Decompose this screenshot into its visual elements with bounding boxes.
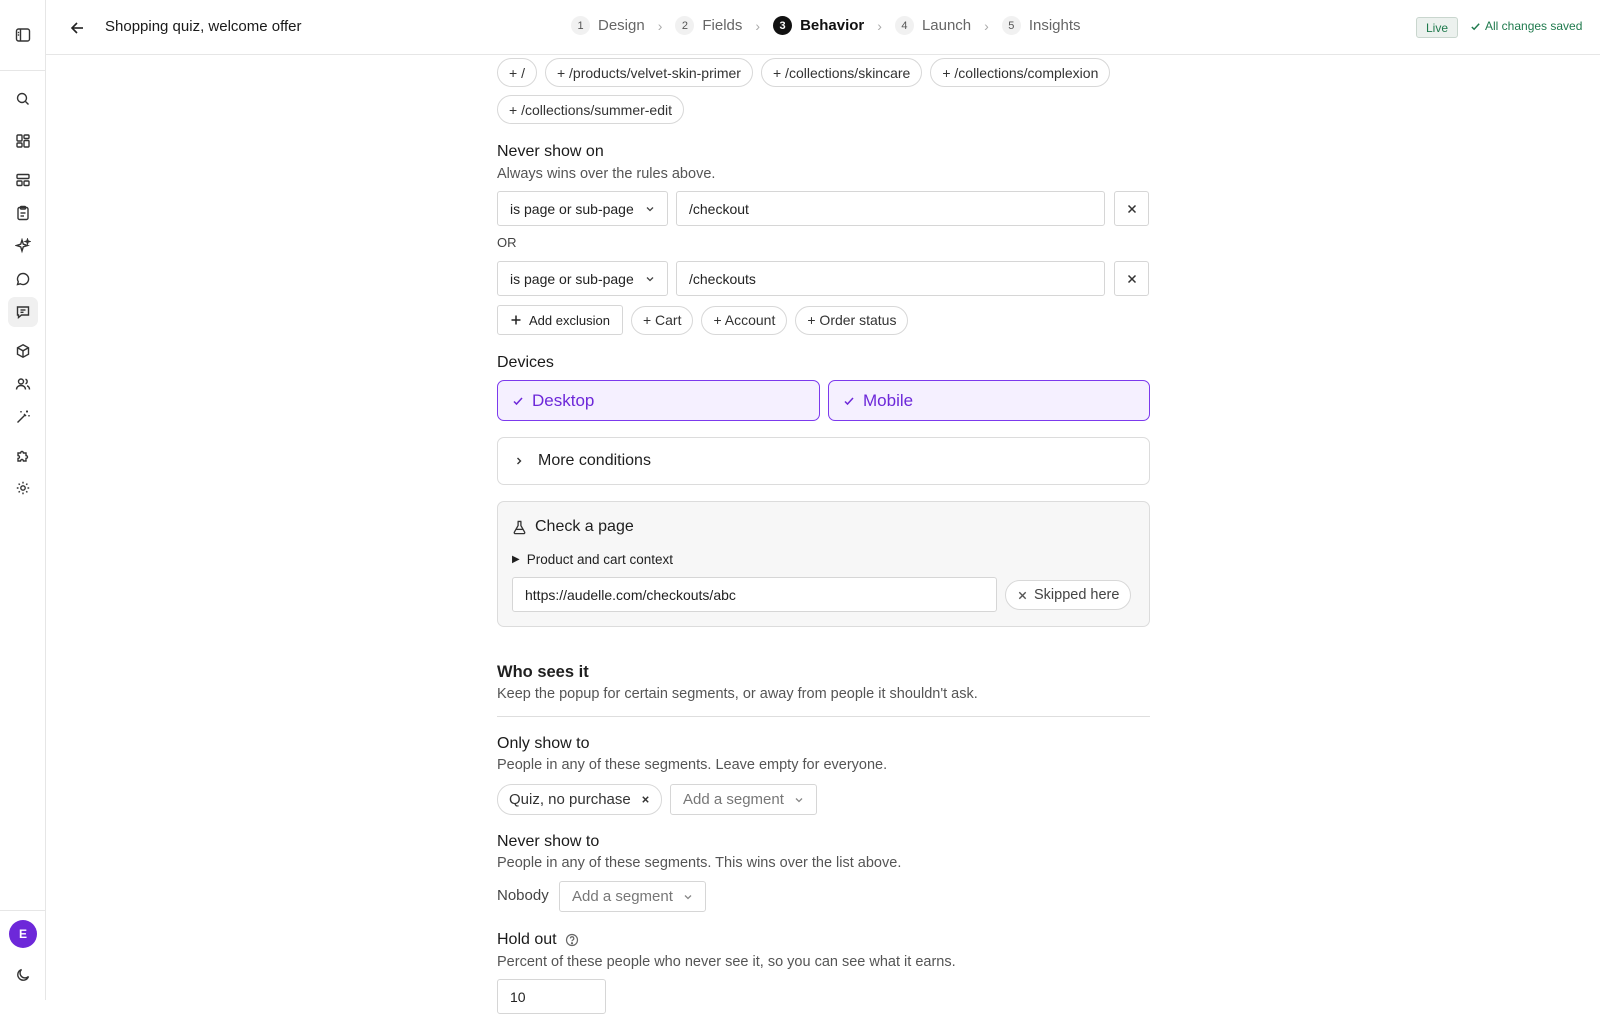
never-show-on-subtitle: Always wins over the rules above. xyxy=(497,166,716,182)
step-number: 5 xyxy=(1002,16,1021,35)
close-icon xyxy=(1126,203,1138,215)
only-show-to-subtitle: People in any of these segments. Leave empty for everyone. xyxy=(497,757,888,773)
only-show-to-title: Only show to xyxy=(497,735,590,752)
never-show-to-empty: Nobody xyxy=(497,887,549,904)
puzzle-icon[interactable] xyxy=(8,441,38,471)
context-disclosure[interactable] xyxy=(512,552,673,567)
remove-rule-button[interactable] xyxy=(1114,191,1149,226)
never-show-to-title: Never show to xyxy=(497,833,600,850)
page-suggestion-chips xyxy=(497,58,1110,87)
page-chip-velvet-primer[interactable]: + /products/velvet-skin-primer xyxy=(545,58,753,87)
dashboard-icon[interactable] xyxy=(8,126,38,156)
step-fields[interactable] xyxy=(675,16,742,35)
never-show-to-subtitle: People in any of these segments. This wins over the list above. xyxy=(497,855,902,871)
hold-out-header xyxy=(497,931,579,949)
sidebar-top xyxy=(0,0,45,71)
search-icon[interactable] xyxy=(8,84,38,114)
step-label: Design xyxy=(598,17,645,34)
page-chip-skincare[interactable]: + /collections/skincare xyxy=(761,58,922,87)
segment-chip-label: Quiz, no purchase xyxy=(509,791,631,808)
step-number: 1 xyxy=(571,16,590,35)
save-status xyxy=(1470,19,1582,33)
step-number: 4 xyxy=(895,16,914,35)
check-page-title: Check a page xyxy=(535,518,634,535)
hold-out-subtitle: Percent of these people who never see it, so you can see what it earns. xyxy=(497,954,956,970)
plus-icon xyxy=(510,314,522,326)
check-page-header xyxy=(512,518,634,536)
who-sees-subtitle: Keep the popup for certain segments, or away from people it shouldn't ask. xyxy=(497,686,978,702)
segment-chip xyxy=(497,784,662,815)
add-segment-placeholder: Add a segment xyxy=(683,791,784,808)
chevron-right-icon: › xyxy=(755,17,761,34)
rule-operator-select[interactable] xyxy=(497,261,668,296)
add-exclusion-button[interactable] xyxy=(497,305,623,335)
step-insights[interactable] xyxy=(1002,16,1081,35)
check-icon xyxy=(843,395,855,407)
hold-out-percent-input[interactable]: 10 xyxy=(497,979,606,1014)
flask-icon xyxy=(512,520,527,535)
devices-title: Devices xyxy=(497,354,554,371)
panel-toggle-icon[interactable] xyxy=(8,20,38,50)
never-show-on-title: Never show on xyxy=(497,143,604,160)
hold-out-title: Hold out xyxy=(497,931,557,948)
sparkle-icon[interactable] xyxy=(8,231,38,261)
close-icon xyxy=(1017,590,1028,601)
add-segment-select[interactable] xyxy=(670,784,817,815)
chat-icon[interactable] xyxy=(8,264,38,294)
layout-icon[interactable] xyxy=(8,165,38,195)
live-status-badge: Live xyxy=(1416,17,1458,38)
exclusion-actions xyxy=(497,305,908,335)
magic-wand-icon[interactable] xyxy=(8,402,38,432)
avatar[interactable] xyxy=(9,920,37,948)
quick-chip-account[interactable]: + Account xyxy=(701,306,787,335)
page-title: Shopping quiz, welcome offer xyxy=(105,18,302,35)
step-number: 2 xyxy=(675,16,694,35)
triangle-right-icon: ▶ xyxy=(512,554,520,565)
more-conditions-label: More conditions xyxy=(538,452,651,469)
rule-path-input[interactable]: /checkouts xyxy=(676,261,1105,296)
device-label: Desktop xyxy=(532,390,595,410)
sidebar xyxy=(0,0,46,1000)
chevron-down-icon xyxy=(683,892,693,902)
step-label: Behavior xyxy=(800,17,865,34)
save-status-text: All changes saved xyxy=(1485,19,1583,33)
step-launch[interactable] xyxy=(895,16,971,35)
quick-chip-cart[interactable]: + Cart xyxy=(631,306,694,335)
check-result-badge xyxy=(1005,580,1131,610)
step-label: Insights xyxy=(1028,17,1081,34)
page-chip-summer-edit[interactable]: + /collections/summer-edit xyxy=(497,95,684,124)
remove-segment-icon[interactable] xyxy=(641,795,650,804)
close-icon xyxy=(1126,273,1138,285)
rule-path-input[interactable]: /checkout xyxy=(676,191,1105,226)
more-conditions-toggle[interactable] xyxy=(497,437,1150,485)
quick-chip-order-status[interactable]: + Order status xyxy=(795,306,908,335)
device-toggle-mobile[interactable] xyxy=(828,380,1150,421)
step-navigation xyxy=(571,16,1081,35)
help-circle-icon[interactable] xyxy=(565,933,579,947)
chevron-right-icon xyxy=(514,456,524,466)
clipboard-icon[interactable] xyxy=(8,198,38,228)
or-divider-label: OR xyxy=(497,235,517,250)
device-toggle-desktop[interactable] xyxy=(497,380,820,421)
check-url-input[interactable]: https://audelle.com/checkouts/abc xyxy=(512,577,997,612)
back-arrow-icon[interactable] xyxy=(68,18,88,38)
step-label: Launch xyxy=(921,17,972,34)
moon-icon[interactable] xyxy=(8,960,38,990)
page-chip-complexion[interactable]: + /collections/complexion xyxy=(930,58,1110,87)
check-page-panel xyxy=(497,501,1150,627)
step-design[interactable] xyxy=(571,16,645,35)
top-header xyxy=(46,0,1600,55)
device-label: Mobile xyxy=(863,390,914,410)
add-exclusion-label: Add exclusion xyxy=(529,312,610,328)
users-icon[interactable] xyxy=(8,369,38,399)
step-label: Fields xyxy=(702,17,743,34)
check-result-text: Skipped here xyxy=(1034,587,1120,603)
check-icon xyxy=(1470,21,1481,32)
chevron-right-icon: › xyxy=(877,17,882,34)
context-disclosure-label: Product and cart context xyxy=(526,552,674,567)
chevron-down-icon xyxy=(645,274,655,284)
chevron-down-icon xyxy=(645,204,655,214)
rule-operator-value: is page or sub-page xyxy=(510,200,634,217)
rule-operator-value: is page or sub-page xyxy=(510,270,634,287)
remove-rule-button[interactable] xyxy=(1114,261,1149,296)
chevron-right-icon: › xyxy=(657,17,663,34)
page-chip-root[interactable]: + / xyxy=(497,58,537,87)
add-exclusion-segment-select[interactable] xyxy=(559,881,706,912)
chevron-down-icon xyxy=(794,795,804,805)
box-icon[interactable] xyxy=(8,336,38,366)
page-suggestion-chips-row2 xyxy=(497,95,684,124)
check-icon xyxy=(512,395,524,407)
add-segment-placeholder: Add a segment xyxy=(572,888,673,905)
sidebar-divider xyxy=(0,910,46,911)
section-divider xyxy=(497,716,1150,717)
gear-icon[interactable] xyxy=(8,473,38,503)
step-behavior[interactable] xyxy=(773,16,864,35)
rule-operator-select[interactable] xyxy=(497,191,668,226)
message-square-icon[interactable] xyxy=(8,297,38,327)
step-number: 3 xyxy=(773,16,792,35)
who-sees-title: Who sees it xyxy=(497,663,589,681)
chevron-right-icon: › xyxy=(984,17,989,34)
avatar-initial: E xyxy=(18,927,27,941)
